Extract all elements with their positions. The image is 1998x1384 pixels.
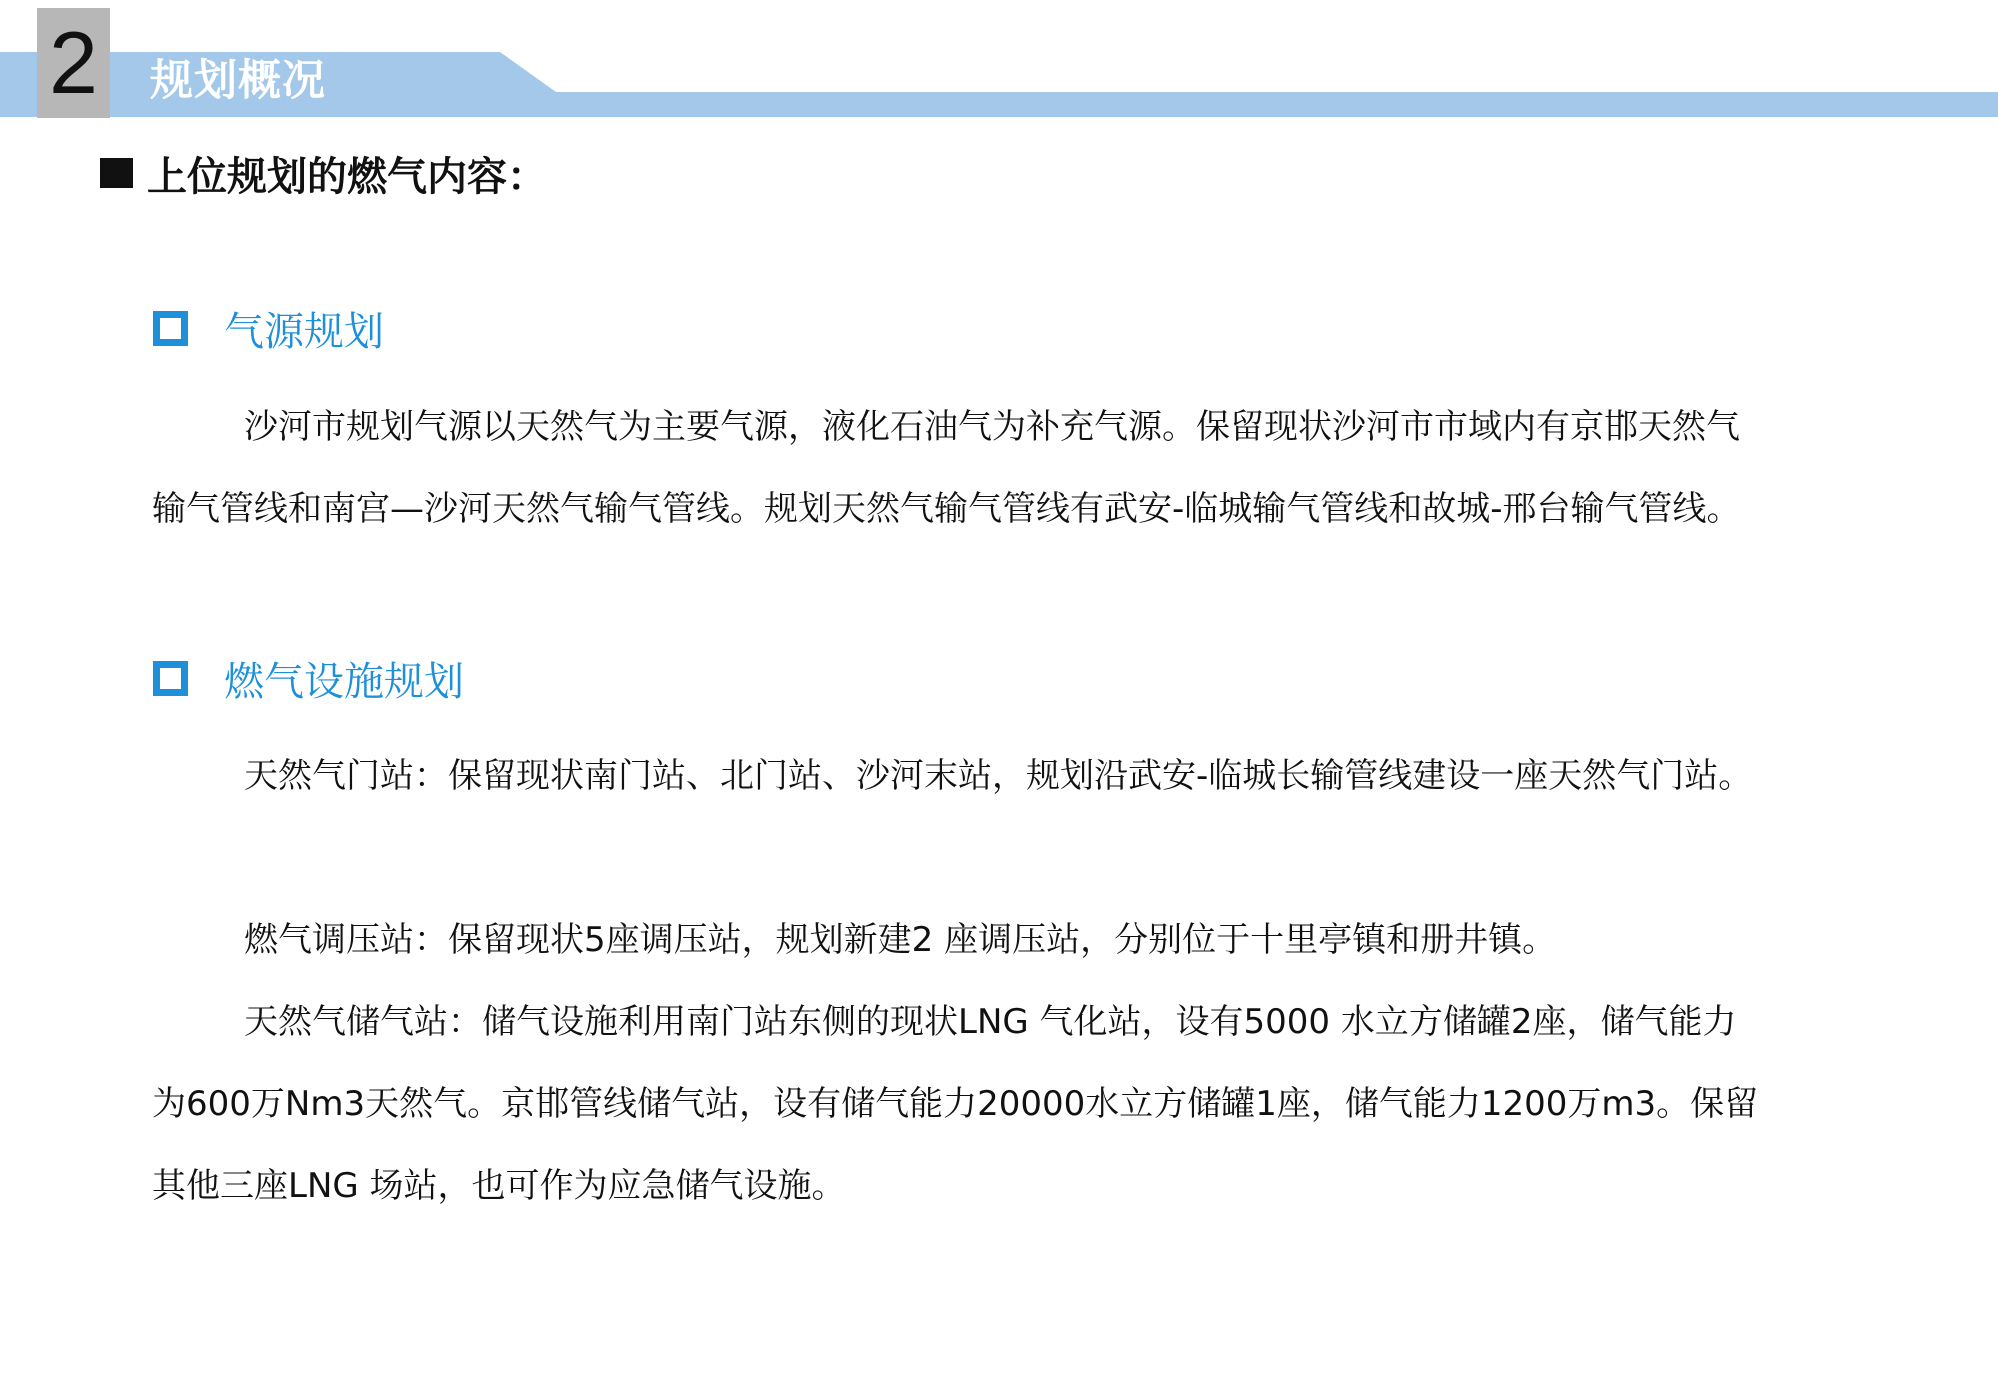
page-heading-text: 上位规划的燃气内容： (147, 153, 547, 200)
paragraph: 燃气调压站：保留现状5座调压站，规划新建2 座调压站，分别位于十里亭镇和册井镇。 (244, 920, 1557, 960)
paragraph: 沙河市规划气源以天然气为主要气源，液化石油气为补充气源。保留现状沙河市市域内有京邯天然气输气管线和南宫—沙河天然气输气管线。规划天然气输气管线有武安-临城输气管线和故城-邢台输气管线。 (152, 407, 1741, 529)
subheading-gas-source (153, 300, 384, 356)
section-header (0, 0, 1998, 120)
black-square-bullet-icon (100, 158, 133, 188)
subheading-text: 燃气设施规划 (224, 658, 464, 705)
section-number: 2 (49, 13, 98, 112)
hollow-square-bullet-icon (153, 311, 188, 346)
subheading-gas-facilities (153, 650, 464, 706)
section-title: 规划概况 (150, 56, 326, 106)
hollow-square-bullet-icon (153, 661, 188, 696)
paragraph: 天然气储气站：储气设施利用南门站东侧的现状LNG 气化站，设有5000 水立方储罐2座，储气能力为600万Nm3天然气。京邯管线储气站，设有储气能力20000水立方储罐1座，储气能力1200万m3。保留其他三座LNG 场站，也可作为应急储气设施。 (152, 1002, 1759, 1206)
page-heading (100, 148, 547, 198)
paragraph: 天然气门站：保留现状南门站、北门站、沙河末站，规划沿武安-临城长输管线建设一座天然气门站。 (244, 756, 1753, 796)
subheading-text: 气源规划 (224, 308, 384, 355)
